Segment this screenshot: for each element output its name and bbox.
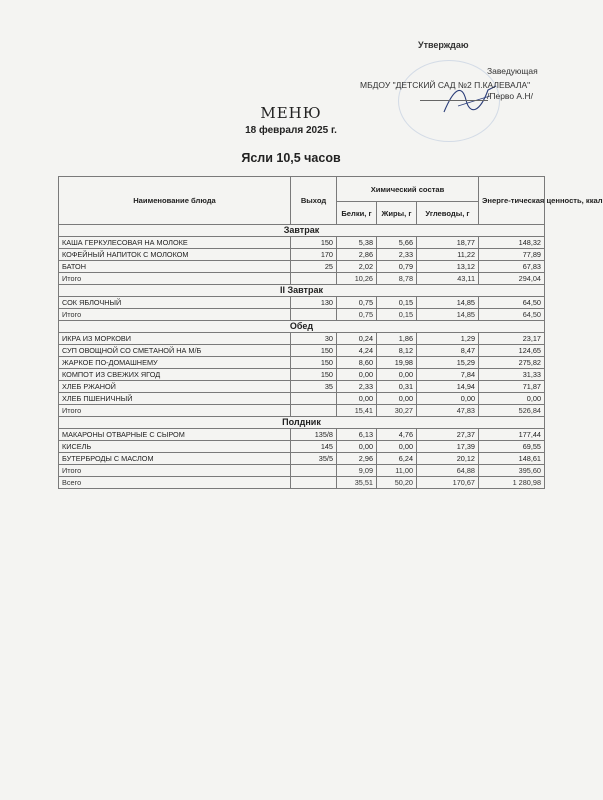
total-row [59, 465, 545, 477]
cell-output [291, 273, 337, 285]
header-protein: Белки, г [337, 202, 377, 225]
table-row [59, 453, 545, 465]
cell-output: 150 [291, 237, 337, 249]
cell-protein: 0,24 [337, 333, 377, 345]
cell-carbs: 20,12 [417, 453, 479, 465]
dish-name: ХЛЕБ ПШЕНИЧНЫЙ [59, 393, 291, 405]
cell-output: 150 [291, 369, 337, 381]
header-output: Выход [291, 177, 337, 225]
dish-name: СОК ЯБЛОЧНЫЙ [59, 297, 291, 309]
cell-protein: 4,24 [337, 345, 377, 357]
cell-carbs: 18,77 [417, 237, 479, 249]
total-energy: 526,84 [479, 405, 545, 417]
section-title: Полдник [59, 417, 545, 429]
table-row [59, 345, 545, 357]
menu-table [58, 176, 603, 489]
cell-carbs: 8,47 [417, 345, 479, 357]
cell-protein: 0,00 [337, 441, 377, 453]
total-protein: 15,41 [337, 405, 377, 417]
cell-fat: 2,33 [377, 249, 417, 261]
cell-fat: 0,31 [377, 381, 417, 393]
cell-carbs: 11,22 [417, 249, 479, 261]
cell-protein: 0,00 [337, 369, 377, 381]
cell-fat: 4,76 [377, 429, 417, 441]
header-chemical: Химический состав [337, 177, 479, 202]
cell-fat: 8,12 [377, 345, 417, 357]
total-label: Итого [59, 405, 291, 417]
cell-protein: 2,86 [337, 249, 377, 261]
cell-protein: 8,60 [337, 357, 377, 369]
dish-name: ХЛЕБ РЖАНОЙ [59, 381, 291, 393]
cell-protein: 2,02 [337, 261, 377, 273]
total-energy: 294,04 [479, 273, 545, 285]
cell-output: 30 [291, 333, 337, 345]
grand-total-fat: 50,20 [377, 477, 417, 489]
cell-energy: 148,32 [479, 237, 545, 249]
cell-protein: 0,00 [337, 393, 377, 405]
cell-fat: 1,86 [377, 333, 417, 345]
cell-fat: 6,24 [377, 453, 417, 465]
section-row [59, 321, 545, 333]
cell-carbs: 1,29 [417, 333, 479, 345]
total-energy: 64,50 [479, 309, 545, 321]
table-row [59, 237, 545, 249]
cell-fat: 0,00 [377, 441, 417, 453]
header-energy: Энерге-тическая ценность, ккал [479, 177, 545, 225]
cell-output [291, 309, 337, 321]
total-fat: 30,27 [377, 405, 417, 417]
grand-total-protein: 35,51 [337, 477, 377, 489]
cell-fat: 0,00 [377, 393, 417, 405]
total-carbs: 64,88 [417, 465, 479, 477]
table-row [59, 249, 545, 261]
dish-name: ИКРА ИЗ МОРКОВИ [59, 333, 291, 345]
approval-position: Заведующая [487, 66, 538, 76]
total-carbs: 43,11 [417, 273, 479, 285]
dish-name: СУП ОВОЩНОЙ СО СМЕТАНОЙ НА М/Б [59, 345, 291, 357]
grand-total-carbs: 170,67 [417, 477, 479, 489]
dish-name: КАША ГЕРКУЛЕСОВАЯ НА МОЛОКЕ [59, 237, 291, 249]
cell-fat: 0,15 [377, 297, 417, 309]
approval-organization: МБДОУ "ДЕТСКИЙ САД №2 П.КАЛЕВАЛА" [360, 80, 531, 90]
cell-energy: 275,82 [479, 357, 545, 369]
cell-output [291, 405, 337, 417]
cell-energy: 148,61 [479, 453, 545, 465]
cell-energy: 64,50 [479, 297, 545, 309]
total-protein: 10,26 [337, 273, 377, 285]
cell-output: 35/5 [291, 453, 337, 465]
dish-name: КОМПОТ ИЗ СВЕЖИХ ЯГОД [59, 369, 291, 381]
cell-energy: 67,83 [479, 261, 545, 273]
cell-carbs: 14,85 [417, 297, 479, 309]
grand-total-row [59, 477, 545, 489]
approval-name: /Перво А.Н/ [487, 91, 533, 101]
cell-output: 170 [291, 249, 337, 261]
cell-fat: 19,98 [377, 357, 417, 369]
cell-energy: 23,17 [479, 333, 545, 345]
section-row [59, 285, 545, 297]
cell-protein: 2,96 [337, 453, 377, 465]
approval-title: Утверждаю [418, 40, 469, 50]
total-row [59, 273, 545, 285]
cell-protein: 0,75 [337, 297, 377, 309]
cell-output: 150 [291, 357, 337, 369]
total-carbs: 47,83 [417, 405, 479, 417]
grand-total-label: Всего [59, 477, 291, 489]
cell-output: 35 [291, 381, 337, 393]
cell-output [291, 465, 337, 477]
document-date: 18 февраля 2025 г. [245, 125, 337, 136]
cell-output: 145 [291, 441, 337, 453]
table-row [59, 333, 545, 345]
cell-carbs: 13,12 [417, 261, 479, 273]
total-fat: 0,15 [377, 309, 417, 321]
dish-name: КОФЕЙНЫЙ НАПИТОК С МОЛОКОМ [59, 249, 291, 261]
table-row [59, 357, 545, 369]
cell-output [291, 393, 337, 405]
cell-energy: 71,87 [479, 381, 545, 393]
cell-carbs: 7,84 [417, 369, 479, 381]
cell-energy: 177,44 [479, 429, 545, 441]
cell-fat: 0,00 [377, 369, 417, 381]
total-row [59, 405, 545, 417]
dish-name: МАКАРОНЫ ОТВАРНЫЕ С СЫРОМ [59, 429, 291, 441]
cell-energy: 69,55 [479, 441, 545, 453]
section-title: II Завтрак [59, 285, 545, 297]
dish-name: КИСЕЛЬ [59, 441, 291, 453]
cell-carbs: 0,00 [417, 393, 479, 405]
cell-output: 150 [291, 345, 337, 357]
cell-energy: 0,00 [479, 393, 545, 405]
table-row [59, 369, 545, 381]
document-title: МЕНЮ [260, 104, 322, 122]
cell-carbs: 14,94 [417, 381, 479, 393]
total-protein: 9,09 [337, 465, 377, 477]
dish-name: БАТОН [59, 261, 291, 273]
total-label: Итого [59, 309, 291, 321]
table-row [59, 297, 545, 309]
section-title: Обед [59, 321, 545, 333]
header-dish: Наименование блюда [59, 177, 291, 225]
cell-carbs: 27,37 [417, 429, 479, 441]
total-energy: 395,60 [479, 465, 545, 477]
total-label: Итого [59, 465, 291, 477]
cell-carbs: 15,29 [417, 357, 479, 369]
table-row [59, 381, 545, 393]
dish-name: БУТЕРБРОДЫ С МАСЛОМ [59, 453, 291, 465]
cell-protein: 5,38 [337, 237, 377, 249]
menu-body [59, 225, 545, 489]
cell-output: 25 [291, 261, 337, 273]
total-protein: 0,75 [337, 309, 377, 321]
table-row [59, 429, 545, 441]
cell-output: 135/8 [291, 429, 337, 441]
cell-protein: 6,13 [337, 429, 377, 441]
total-label: Итого [59, 273, 291, 285]
total-fat: 11,00 [377, 465, 417, 477]
table-row [59, 261, 545, 273]
total-fat: 8,78 [377, 273, 417, 285]
total-carbs: 14,85 [417, 309, 479, 321]
cell-fat: 5,66 [377, 237, 417, 249]
table-row [59, 441, 545, 453]
cell-fat: 0,79 [377, 261, 417, 273]
cell-protein: 2,33 [337, 381, 377, 393]
table-row [59, 393, 545, 405]
section-title: Завтрак [59, 225, 545, 237]
signature-line [420, 100, 488, 101]
cell-energy: 124,65 [479, 345, 545, 357]
section-row [59, 417, 545, 429]
cell-energy: 77,89 [479, 249, 545, 261]
header-fat: Жиры, г [377, 202, 417, 225]
cell-output [291, 477, 337, 489]
cell-carbs: 17,39 [417, 441, 479, 453]
grand-total-energy: 1 280,98 [479, 477, 545, 489]
total-row [59, 309, 545, 321]
cell-energy: 31,33 [479, 369, 545, 381]
document-subtitle: Ясли 10,5 часов [241, 151, 341, 165]
dish-name: ЖАРКОЕ ПО-ДОМАШНЕМУ [59, 357, 291, 369]
header-carbs: Углеводы, г [417, 202, 479, 225]
section-row [59, 225, 545, 237]
cell-output: 130 [291, 297, 337, 309]
